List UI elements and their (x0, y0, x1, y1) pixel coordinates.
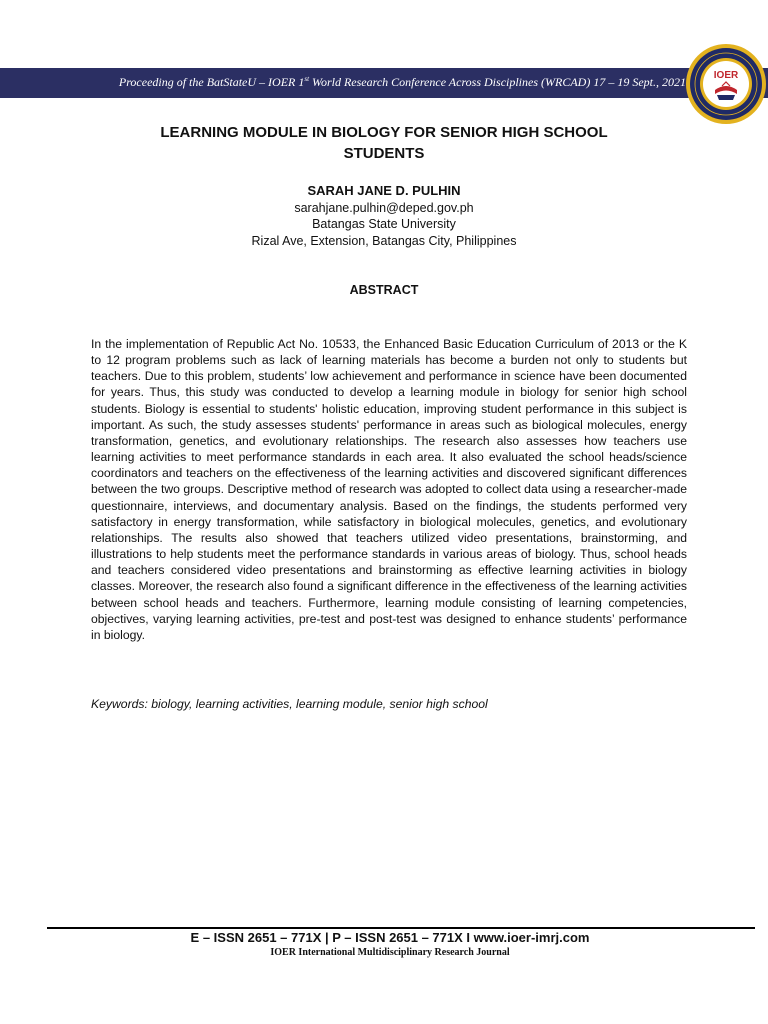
paper-title-line-2: STUDENTS (343, 145, 425, 162)
banner-text-start: Proceeding of the BatStateU – IOER 1 (118, 75, 305, 89)
banner-text-end: World Research Conference Across Disciplines (WRCAD) 17 – 19 Sept., 2021 (309, 75, 686, 89)
abstract-body: In the implementation of Republic Act No. 10533, the Enhanced Basic Education Curriculum of 2013 or the K to 12 program problems such as lack of learning materials has become a burden not only to students but teachers. Due to this problem, students’ low achievement and performance in science have been documented for years. Thus, this study was conducted to develop a learning module in biology for senior high school students. Biology is essential to students' holistic education, improving student performance in this subject is important. As such, the study assesses students' performance in areas such as biological molecules, energy transformation, genetics, and evolutionary relationships. The research also assesses how teachers use learning activities to meet performance standards in each area. It also evaluated the school heads/science coordinators and teachers on the effectiveness of the learning activities and discovered significant differences between the two groups. Descriptive method of research was adopted to collect data using a researcher-made questionnaire, interviews, and documentary analysis. Based on the findings, the students performed very satisfactory in energy transformation, while satisfactory in biological molecules, genetics, and evolutionary relationships. The results also showed that teachers utilized video presentations, brainstorming, and illustrations to help students meet the performance standards in various areas of biology. Thus, school heads and teachers considered video presentations and brainstorming as effective learning activities in biology classes. Moreover, the research also found a significant difference in the effectiveness of the learning activities between school heads and teachers. Furthermore, learning module consisting of learning competencies, objectives, varying learning activities, pre-test and post-test was designed to enhance students’ performance in biology. (91, 337, 687, 642)
author-address: Rizal Ave, Extension, Batangas City, Philippines (251, 233, 517, 248)
seal-lettering: IOER (713, 70, 739, 81)
author-name: SARAH JANE D. PULHIN (307, 183, 461, 198)
banner-ordinal-suffix: st (304, 75, 310, 83)
paper-title (80, 122, 688, 164)
author-email: sarahjane.pulhin@deped.gov.ph (294, 200, 474, 215)
author-affiliation: Batangas State University (312, 217, 456, 231)
paper-title-line-1: LEARNING MODULE IN BIOLOGY FOR SENIOR HIGH SCHOOL (160, 124, 608, 141)
keywords-line: Keywords: biology, learning activities, learning module, senior high school (91, 697, 488, 711)
conference-banner (0, 68, 768, 98)
abstract-heading: ABSTRACT (349, 283, 419, 297)
footer-journal-name: IOER International Multidisciplinary Research Journal (270, 947, 510, 958)
footer-divider (47, 927, 755, 929)
footer-issn-line: E – ISSN 2651 – 771X | P – ISSN 2651 – 771X I www.ioer-imrj.com (190, 930, 590, 945)
ioer-seal-logo (684, 42, 768, 126)
conference-banner-text (0, 68, 686, 98)
author-block (80, 183, 688, 249)
